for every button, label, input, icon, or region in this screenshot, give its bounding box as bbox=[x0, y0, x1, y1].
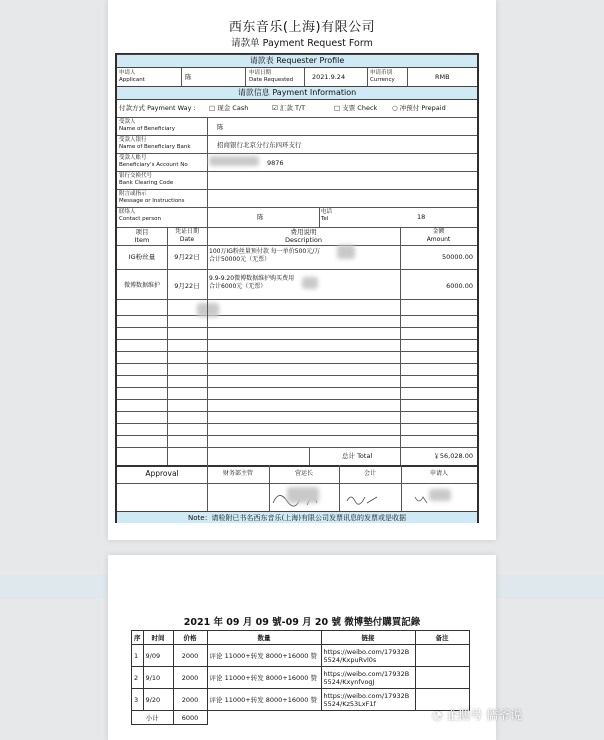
payment-information-band: 请款信息 Payment Information bbox=[117, 86, 477, 100]
row1-date: 9月22日 bbox=[174, 253, 200, 261]
beneficiary-bank-value: 招商银行北京分行东四环支行 bbox=[217, 141, 302, 149]
contact-person-label: 联络人 Contact person bbox=[119, 209, 161, 222]
redaction-smudge bbox=[429, 489, 451, 501]
form-title: 请款单 Payment Request Form bbox=[231, 38, 373, 49]
redaction-smudge bbox=[197, 303, 219, 317]
payment-option-prepaid[interactable]: ○ 冲预付 Prepaid bbox=[392, 104, 446, 112]
currency-label: 申请币别 Currency bbox=[370, 70, 395, 83]
approval-label: Approval bbox=[145, 469, 179, 478]
table-row: 1 9/09 2000 评论 11000+转发 8000+16000 赞 https://weibo.com/17932B 5524/KxpuRvl0s bbox=[132, 645, 470, 667]
record-title: 2021 年 09 月 09 號-09 月 20 號 微博墊付購買記錄 bbox=[183, 617, 421, 628]
date-requested-label: 申请日期 Date Requested bbox=[249, 70, 294, 83]
row2-date: 9月22日 bbox=[174, 282, 200, 290]
col-link: 链接 bbox=[321, 631, 415, 645]
penguin-icon: ◔ bbox=[432, 708, 443, 722]
link-cell[interactable]: https://weibo.com/17932B 5524/Kz53LxF1f bbox=[321, 689, 415, 711]
subtotal-row: 小计 6000 bbox=[132, 711, 470, 725]
account-number-value: 9876 bbox=[267, 159, 284, 167]
link-cell[interactable]: https://weibo.com/17932B 5524/KxpuRvl0s bbox=[321, 645, 415, 667]
col-no: 序 bbox=[132, 631, 144, 645]
col-remark: 备注 bbox=[415, 631, 469, 645]
currency-value: RMB bbox=[435, 73, 450, 81]
total-value: ￥56,028.00 bbox=[433, 452, 473, 460]
header-amount: 金额 Amount bbox=[426, 228, 451, 243]
header-description: 费用说明 Description bbox=[284, 228, 323, 244]
row2-amount: 6000.00 bbox=[446, 282, 473, 290]
table-row: 2 9/10 2000 评论 11000+转发 8000+16000 赞 https://weibo.com/17932B 5524/KxynfvogJ bbox=[132, 667, 470, 689]
table-row: 3 9/20 2000 评论 11000+转发 8000+16000 赞 https://weibo.com/17932B 5524/Kz53LxF1f bbox=[132, 689, 470, 711]
header-date: 凭证日期 Date bbox=[174, 228, 199, 243]
beneficiary-name-label: 受款人 Name of Beneficiary bbox=[119, 119, 175, 132]
row1-amount: 50000.00 bbox=[441, 253, 473, 261]
background-band-bottom bbox=[0, 548, 604, 554]
approval-col-accountant: 会计 bbox=[363, 470, 376, 477]
message-label: 附言或指示 Message or Instructions bbox=[119, 191, 185, 204]
contact-person-value: 陈 bbox=[257, 213, 264, 221]
row1-description: 100万IG粉丝量预付款 每一单价500元/万 合计50000元（无票） bbox=[209, 248, 321, 263]
purchase-record-table bbox=[131, 630, 470, 725]
applicant-label: 申请人 Applicant bbox=[119, 70, 145, 83]
approval-col-finance: 财务部主管 bbox=[222, 470, 253, 477]
approval-col-coo: 营运长 bbox=[294, 470, 313, 477]
clearing-code-label: 银行交换代号 Bank Clearing Code bbox=[119, 173, 174, 186]
payment-request-form bbox=[115, 53, 479, 523]
redaction-smudge bbox=[337, 245, 355, 259]
row1-item: IG粉丝量 bbox=[128, 253, 156, 261]
requester-profile-band: 请款表 Requester Profile bbox=[117, 54, 477, 68]
redaction-smudge bbox=[287, 487, 319, 503]
row2-description: 9.9-9.20微博数据维护购买费用 合计6000元（无票） bbox=[209, 275, 295, 290]
col-qty: 数量 bbox=[207, 631, 321, 645]
tel-value: 18 bbox=[417, 213, 426, 221]
link-cell[interactable]: https://weibo.com/17932B 5524/KxynfvogJ bbox=[321, 667, 415, 689]
note-band: Note：请检附已书名西东音乐(上海)有限公司发票讯息的发票或是收据 bbox=[117, 511, 477, 523]
account-number-label: 受款人账号 Beneficiary’s Account No bbox=[119, 155, 188, 168]
approval-col-applicant: 申请人 bbox=[429, 470, 448, 477]
date-requested-value: 2021.9.24 bbox=[312, 73, 346, 81]
payment-way-label: 付款方式 Payment Way : bbox=[119, 104, 196, 112]
col-price: 价格 bbox=[173, 631, 207, 645]
beneficiary-bank-label: 受款人银行 Name of Beneficiary Bank bbox=[119, 137, 191, 150]
col-date: 时间 bbox=[143, 631, 173, 645]
watermark: ◔ 企鹅号 儒爷说 bbox=[432, 708, 523, 722]
payment-option-check[interactable]: □ 支票 Check bbox=[334, 104, 378, 112]
row2-item: 微博数据维护 bbox=[123, 282, 160, 289]
total-label: 总计 Total bbox=[342, 452, 373, 460]
beneficiary-name-value: 陈 bbox=[217, 123, 224, 131]
payment-option-cash[interactable]: □ 现金 Cash bbox=[209, 104, 249, 112]
applicant-value: 陈 bbox=[185, 73, 192, 81]
tel-label: 电话 Tel bbox=[321, 209, 333, 222]
payment-option-tt[interactable]: ☑ 汇款 T/T bbox=[272, 104, 306, 112]
redaction-smudge bbox=[209, 156, 259, 166]
redaction-smudge bbox=[302, 277, 318, 289]
header-item: 项目 Item bbox=[134, 228, 150, 244]
company-name: 西东音乐(上海)有限公司 bbox=[228, 20, 376, 35]
